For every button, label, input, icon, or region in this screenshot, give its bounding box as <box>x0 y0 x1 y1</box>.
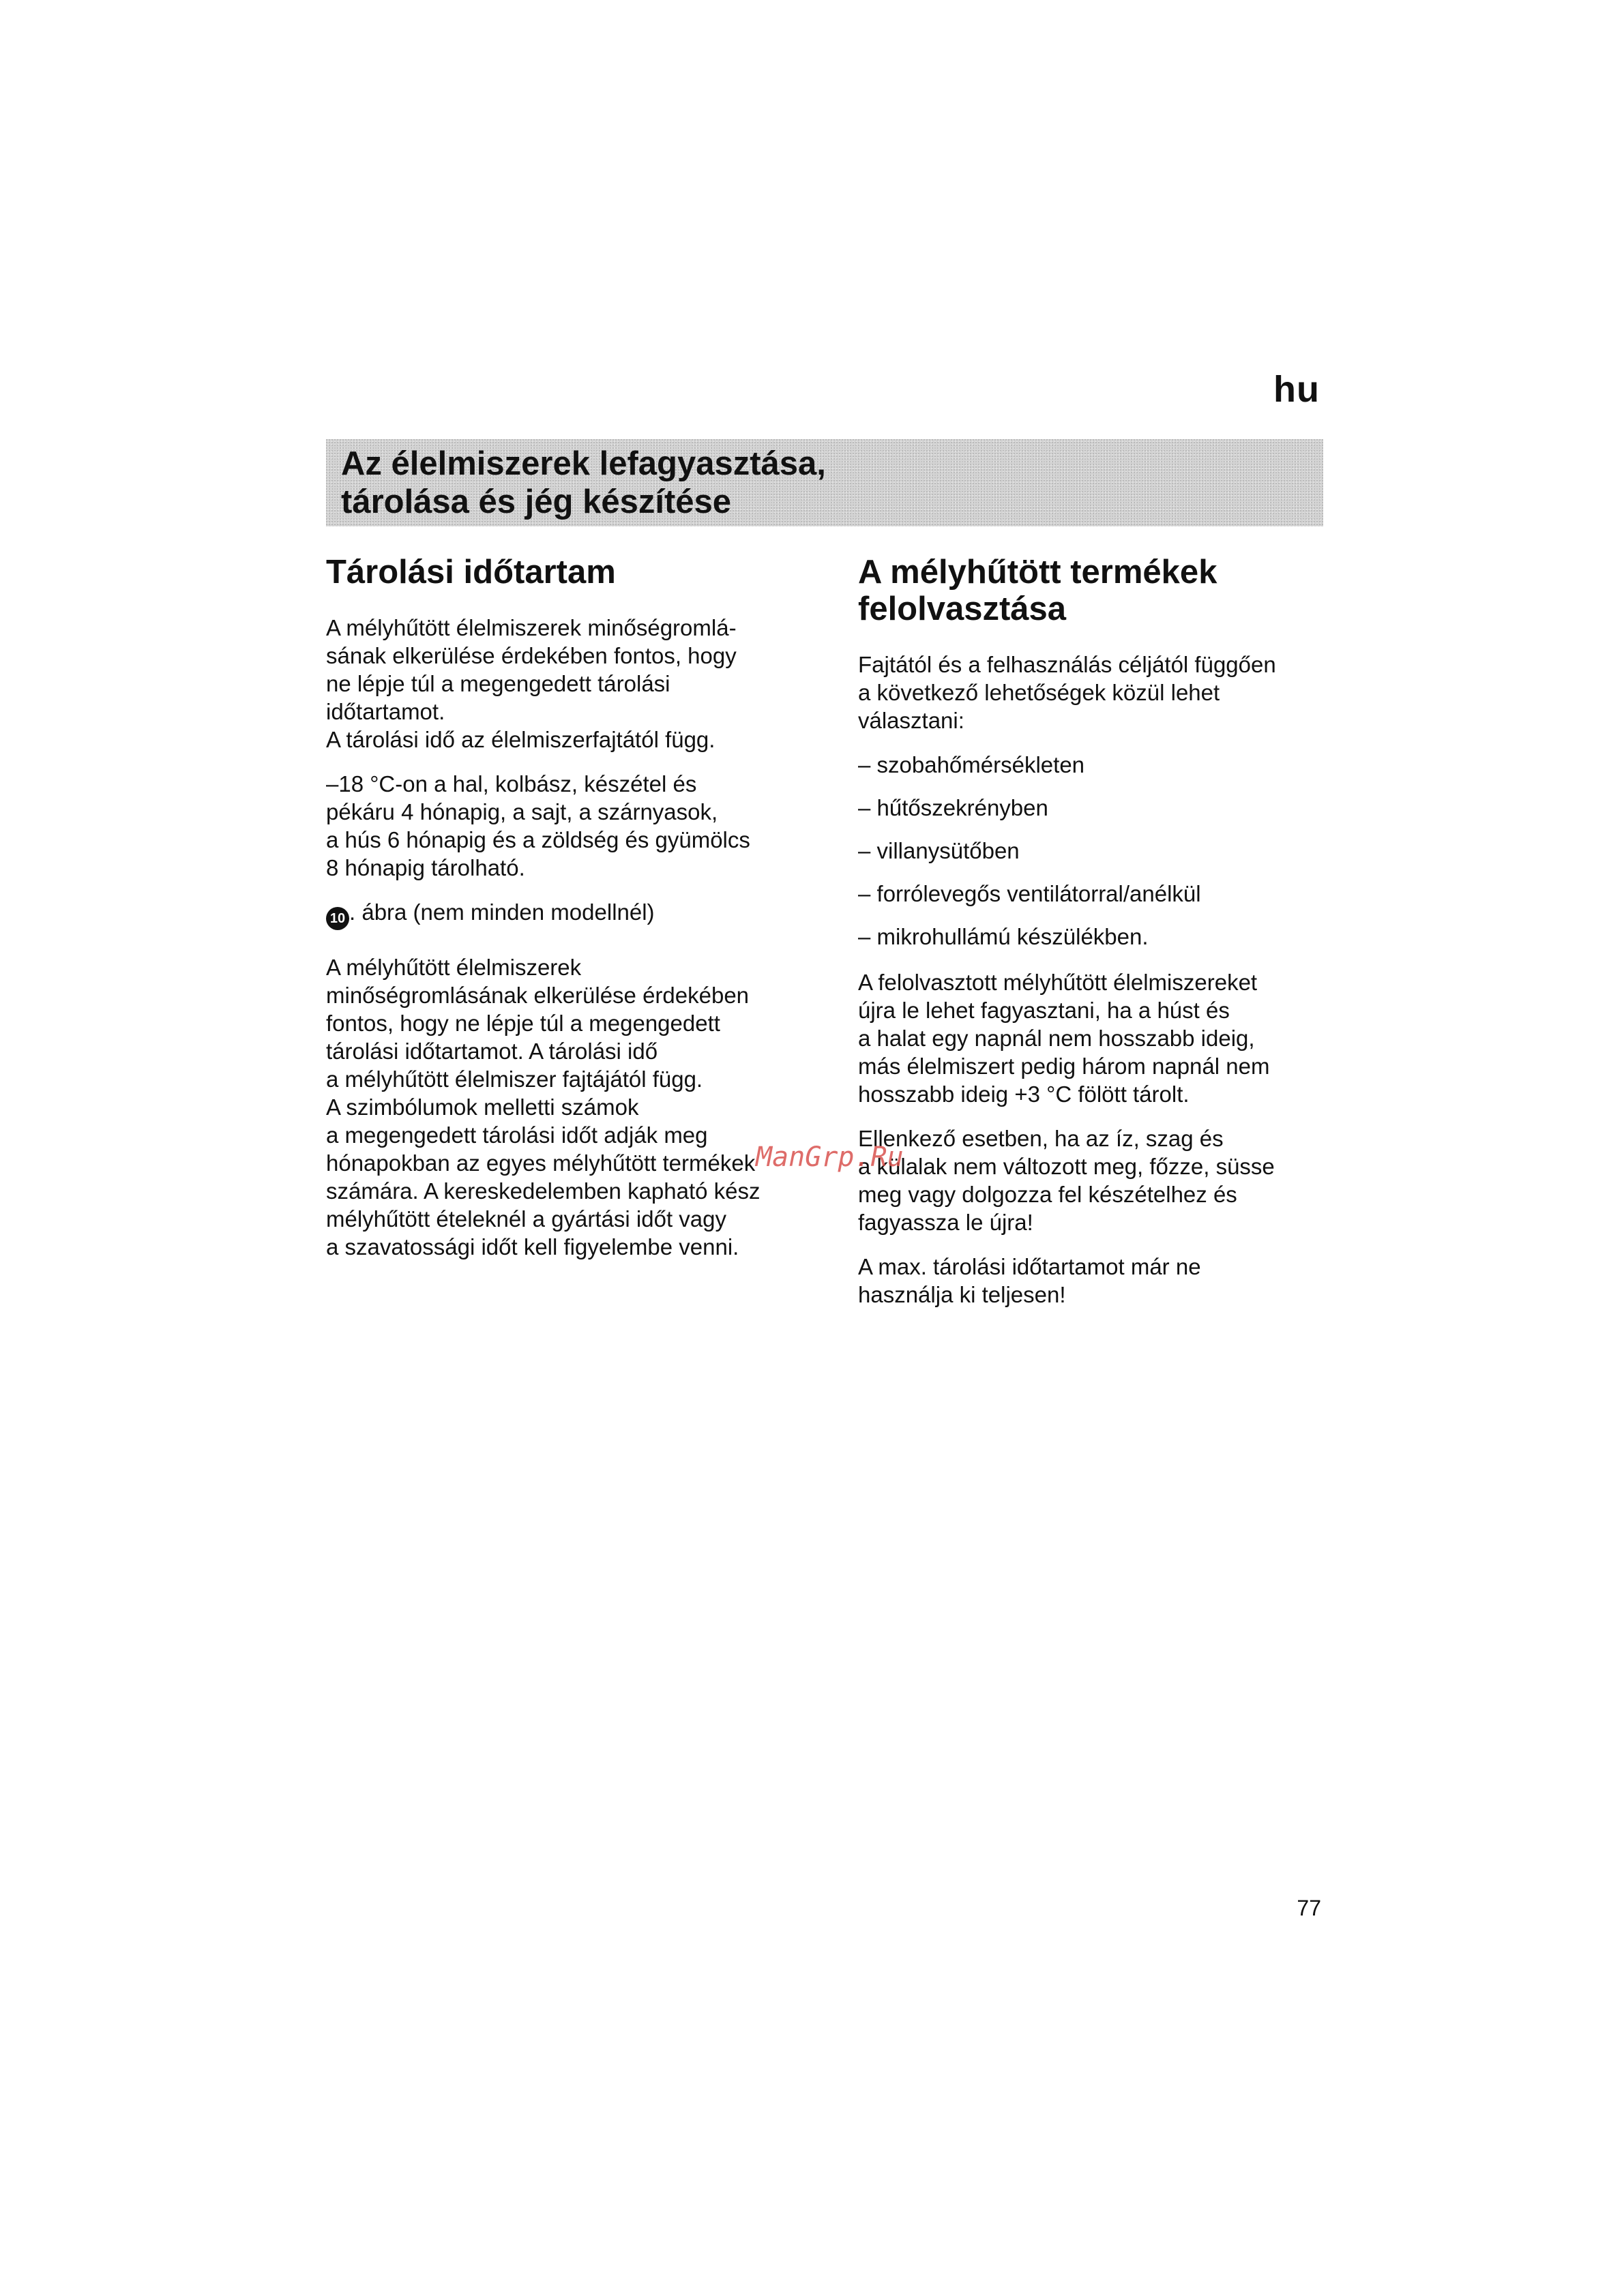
thawing-heading: A mélyhűtött termékek felolvasztása <box>858 554 1217 627</box>
thawing-options-list <box>858 751 1335 951</box>
section-title-line-1: Az élelmiszerek lefagyasztása, <box>341 445 826 482</box>
list-item: – szobahőmérsékleten <box>858 752 1085 777</box>
storage-duration-paragraph: –18 °C-on a hal, kolbász, készétel és pékáru 4 hónapig, a sajt, a szárnyasok, a hús 6 hónapig és a zöldség és gyümölcs 8 hónapig tárolható. <box>326 771 750 880</box>
figure-reference: 10 . ábra (nem minden modellnél) <box>326 898 803 930</box>
otherwise-paragraph: Ellenkező esetben, ha az íz, szag és a külalak nem változott meg, főzze, süsse meg vagy dolgozza fel készételhez és fagyassza le újra! <box>858 1126 1275 1235</box>
section-banner <box>326 439 1323 526</box>
refreeze-paragraph: A felolvasztott mélyhűtött élelmiszereket újra le lehet fagyasztani, ha a húst és a halat egy napnál nem hosszabb ideig, más élelmiszert pedig három napnál nem hosszabb ideig +3 °C fölött tárolt. <box>858 970 1270 1107</box>
storage-intro-paragraph: A mélyhűtött élelmiszerek minőségromlá- sának elkerülése érdekében fontos, hogy ne lépje túl a megengedett tárolási időtartamot. A tárolási idő az élelmiszerfajtától függ. <box>326 615 737 752</box>
thawing-intro-paragraph: Fajtától és a felhasználás céljától függően a következő lehetőségek közül lehet választani: <box>858 652 1276 733</box>
list-item: – villanysütőben <box>858 838 1020 863</box>
max-storage-paragraph: A max. tárolási időtartamot már ne használja ki teljesen! <box>858 1254 1201 1307</box>
language-tag: hu <box>1273 369 1320 410</box>
list-item: – forrólevegős ventilátorral/anélkül <box>858 881 1201 906</box>
list-item: – mikrohullámú készülékben. <box>858 924 1149 949</box>
figure-number-badge: 10 <box>326 907 349 930</box>
storage-time-heading: Tárolási időtartam <box>326 554 616 591</box>
left-column <box>326 554 803 1277</box>
list-item: – hűtőszekrényben <box>858 795 1048 820</box>
page-number: 77 <box>1297 1896 1321 1920</box>
watermark: ManGrp.Ru <box>756 1142 904 1173</box>
section-title <box>341 445 826 521</box>
right-column <box>858 554 1335 1325</box>
symbols-paragraph: A mélyhűtött élelmiszerek minőségromlásának elkerülése érdekében fontos, hogy ne lépje túl a megengedett tárolási időtartamot. A tárolási idő a mélyhűtött élelmiszer fajtájától függ. A szimbólumok melletti számok a megengedett tárolási időt adják meg hónapokban az egyes mélyhűtött termékek számára. A kereskedelemben kapható kész mélyhűtött ételeknél a gyártási időt vagy a szavatossági időt kell figyelembe venni. <box>326 955 761 1259</box>
section-title-line-2: tárolása és jég készítése <box>341 483 732 520</box>
